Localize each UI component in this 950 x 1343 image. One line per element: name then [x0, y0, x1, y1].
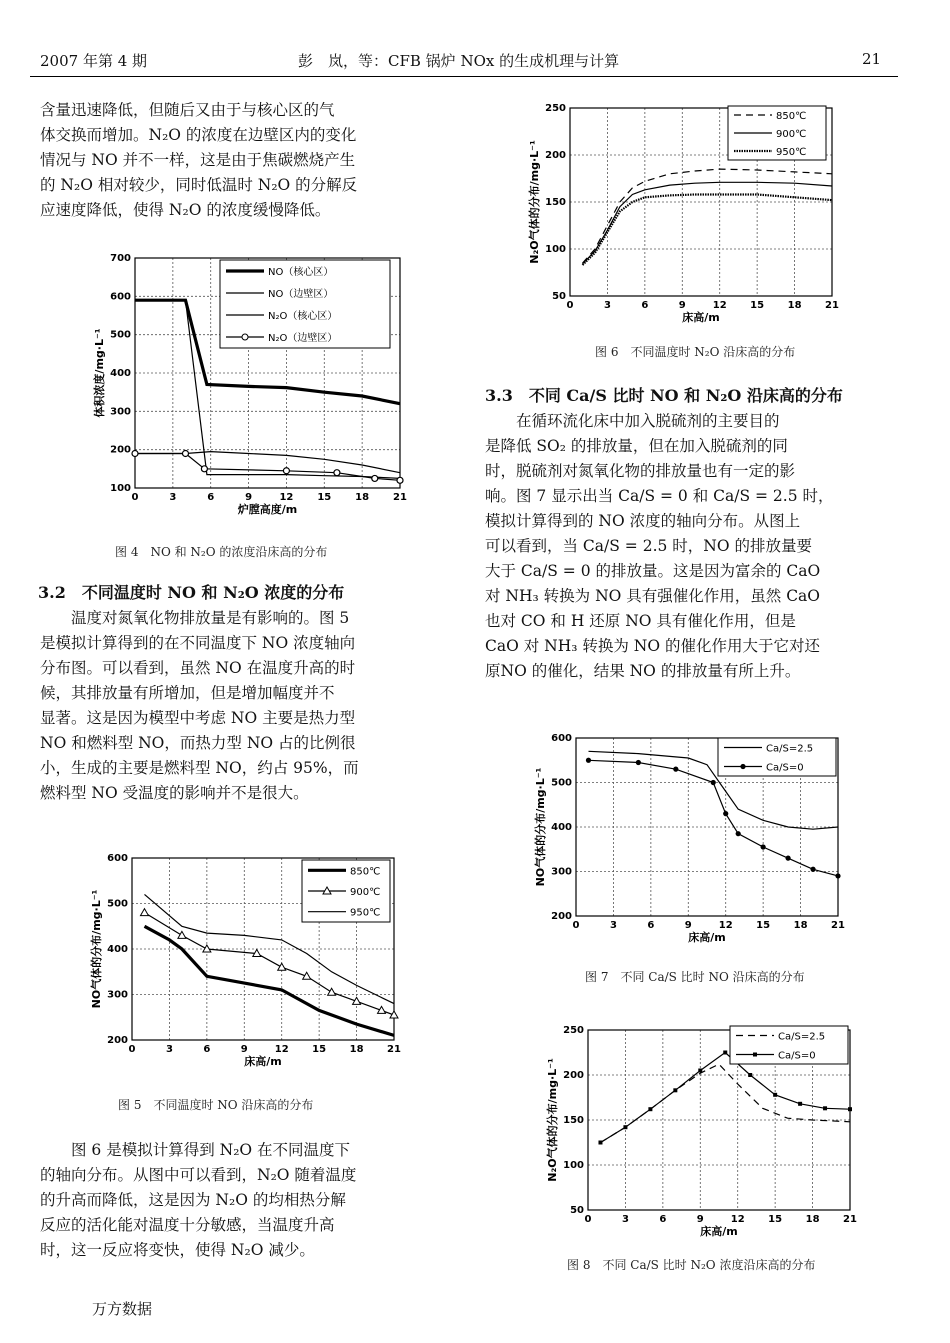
series-point	[182, 451, 188, 457]
y-tick-label: 250	[545, 103, 566, 114]
y-tick-label: 150	[545, 197, 566, 208]
series-point	[835, 873, 840, 878]
text-line: 是模拟计算得到的在不同温度下 NO 浓度轴向	[40, 634, 356, 652]
y-tick-label: 100	[110, 483, 131, 494]
x-tick-label: 15	[317, 492, 332, 503]
y-tick-label: 50	[552, 291, 566, 302]
text-line: 时，这一反应将变快，使得 N₂O 减少。	[40, 1241, 315, 1259]
legend-label: NO（核心区）	[268, 267, 334, 278]
x-tick-label: 9	[245, 492, 253, 503]
series-1	[598, 1051, 852, 1145]
text-line: 原NO 的催化，结果 NO 的排放量有所上升。	[485, 662, 801, 680]
series-1	[583, 182, 833, 264]
x-tick-label: 12	[712, 300, 727, 311]
y-tick-label: 400	[110, 368, 131, 379]
series-point	[328, 988, 336, 995]
text-line: 模拟计算得到的 NO 浓度的轴向分布。从图上	[485, 512, 801, 530]
text-line: NO 和燃料型 NO，而热力型 NO 占的比例很	[40, 734, 356, 752]
series-point	[673, 1088, 677, 1092]
x-tick-label: 9	[696, 1214, 704, 1225]
text-line: 的升高而降低，这是因为 N₂O 的均相热分解	[40, 1191, 346, 1209]
series-point	[848, 1107, 852, 1111]
x-tick-label: 0	[131, 492, 139, 503]
legend-1-legend-marker	[740, 764, 745, 769]
x-tick-label: 15	[768, 1214, 783, 1225]
x-tick-label: 15	[312, 1044, 327, 1055]
y-tick-label: 150	[563, 1115, 584, 1126]
text-line: 候，其排放量有所增加，但是增加幅度并不	[40, 684, 335, 702]
legend-label: 850℃	[776, 111, 807, 122]
fig5-chart	[80, 850, 420, 1080]
series-point	[723, 1051, 727, 1055]
y-tick-label: 600	[107, 853, 128, 864]
x-tick-label: 3	[609, 920, 617, 931]
fig4-caption: 图 4 NO 和 N₂O 的浓度沿床高的分布	[115, 545, 328, 559]
x-tick-label: 3	[621, 1214, 629, 1225]
x-tick-label: 21	[825, 300, 839, 311]
legend-label: 950℃	[350, 907, 381, 919]
legend-label: Ca/S=0	[778, 1050, 816, 1062]
series-point	[278, 963, 286, 970]
series-point	[785, 856, 790, 861]
text-line: 的轴向分布。从图中可以看到，N₂O 随着温度	[40, 1166, 357, 1184]
x-tick-label: 6	[641, 300, 649, 311]
legend-label: Ca/S=2.5	[766, 743, 814, 755]
fig8-chart	[520, 1022, 860, 1244]
series-line	[135, 452, 400, 473]
x-tick-label: 0	[584, 1214, 592, 1225]
x-tick-label: 18	[349, 1044, 364, 1055]
legend-label: N₂O（边壁区）	[268, 333, 338, 344]
series-point	[372, 475, 378, 481]
section-3-3-heading: 3.3 不同 Ca/S 比时 NO 和 N₂O 沿床高的分布	[485, 386, 843, 405]
fig7-caption: 图 7 不同 Ca/S 比时 NO 沿床高的分布	[585, 970, 805, 984]
legend-3-legend-marker	[242, 334, 248, 340]
x-tick-label: 6	[659, 1214, 667, 1225]
fig5-caption: 图 5 不同温度时 NO 沿床高的分布	[118, 1098, 314, 1112]
text-line: 情况与 NO 并不一样，这是由于焦碳燃烧产生	[40, 151, 356, 169]
legend-1-legend-marker	[753, 1053, 757, 1057]
fig6-chart	[520, 100, 850, 330]
series-point	[711, 780, 716, 785]
issue-label: 2007 年第 4 期	[40, 52, 148, 70]
x-axis-label: 床高/m	[700, 1225, 738, 1238]
y-tick-label: 500	[110, 329, 131, 341]
y-tick-label: 100	[545, 244, 566, 255]
series-point	[203, 945, 211, 952]
fig7-chart	[520, 730, 850, 952]
x-tick-label: 12	[279, 492, 294, 503]
page-number: 21	[862, 50, 882, 68]
running-title: 彭 岚，等：CFB 锅炉 NOx 的生成机理与计算	[298, 52, 620, 70]
x-tick-label: 0	[572, 920, 580, 931]
y-tick-label: 200	[545, 150, 566, 161]
x-axis-label: 炉膛高度/m	[237, 503, 298, 516]
y-tick-label: 200	[110, 444, 131, 456]
series-point	[598, 1141, 602, 1145]
x-tick-label: 18	[805, 1214, 820, 1225]
y-tick-label: 600	[551, 733, 572, 744]
series-point	[823, 1106, 827, 1110]
text-line: 是降低 SO₂ 的排放量，但在加入脱硫剂的同	[485, 437, 788, 455]
series-point	[773, 1093, 777, 1097]
y-tick-label: 100	[563, 1160, 584, 1171]
y-tick-label: 400	[107, 944, 128, 955]
text-line: 反应的活化能对温度十分敏感，当温度升高	[40, 1216, 335, 1234]
y-tick-label: 200	[551, 911, 572, 922]
series-point	[761, 844, 766, 849]
text-line: 小，生成的主要是燃料型 NO，约占 95%，而	[40, 759, 359, 777]
y-axis-label: NO气体的分布/mg·L⁻¹	[90, 889, 103, 1009]
x-tick-label: 0	[128, 1044, 136, 1055]
y-tick-label: 700	[110, 253, 131, 264]
legend-label: N₂O（核心区）	[268, 311, 338, 322]
text-line: 燃料型 NO 受温度的影响并不是很大。	[40, 784, 309, 802]
series-point	[397, 477, 403, 483]
series-point	[623, 1125, 627, 1129]
y-tick-label: 500	[107, 898, 128, 910]
x-tick-label: 0	[566, 300, 574, 311]
text-line: 分布图。可以看到，虽然 NO 在温度升高的时	[40, 659, 356, 677]
x-tick-label: 12	[718, 920, 733, 931]
series-point	[178, 931, 186, 938]
x-tick-label: 15	[756, 920, 771, 931]
y-tick-label: 300	[107, 989, 128, 1001]
x-axis-label: 床高/m	[244, 1055, 282, 1068]
y-tick-label: 300	[110, 406, 131, 418]
series-point	[810, 867, 815, 872]
legend-label: 900℃	[350, 887, 381, 898]
x-tick-label: 21	[843, 1214, 857, 1225]
y-axis-label: N₂O气体的分布/mg·L⁻¹	[528, 140, 541, 264]
series-2	[135, 452, 400, 473]
x-tick-label: 9	[684, 920, 692, 931]
y-axis-label: 体积浓度/mg·L⁻¹	[93, 328, 106, 418]
y-axis-label: NO气体的分布/mg·L⁻¹	[534, 767, 547, 887]
text-line: 对 NH₃ 转换为 NO 具有强催化作用，虽然 CaO	[485, 587, 821, 605]
text-line: 时，脱硫剂对氮氧化物的排放量也有一定的影	[485, 462, 796, 480]
text-line: 温度对氮氧化物排放量是有影响的。图 5	[40, 609, 350, 627]
x-tick-label: 21	[387, 1044, 401, 1055]
fig8-caption: 图 8 不同 Ca/S 比时 N₂O 浓度沿床高的分布	[567, 1258, 816, 1272]
header-rule	[30, 76, 898, 77]
left-paragraph-2	[40, 606, 445, 806]
right-paragraph-1	[485, 409, 897, 684]
series-point	[636, 760, 641, 765]
series-line	[135, 454, 400, 481]
x-tick-label: 15	[750, 300, 765, 311]
series-point	[798, 1102, 802, 1106]
fig4-chart	[80, 250, 420, 530]
series-point	[673, 767, 678, 772]
legend-label: 900℃	[776, 129, 807, 140]
series-point	[748, 1073, 752, 1077]
legend-label: Ca/S=0	[766, 762, 804, 774]
text-line: 的 N₂O 相对较少，同时低温时 N₂O 的分解反	[40, 176, 358, 194]
x-tick-label: 12	[274, 1044, 289, 1055]
x-tick-label: 21	[393, 492, 407, 503]
text-line: 含量迅速降低，但随后又由于与核心区的气	[40, 101, 335, 119]
left-paragraph-1	[40, 98, 445, 223]
legend-label: 850℃	[350, 866, 381, 878]
y-tick-label: 400	[551, 822, 572, 833]
x-axis-label: 床高/m	[682, 311, 720, 324]
x-tick-label: 12	[730, 1214, 745, 1225]
text-line: 可以看到，当 Ca/S = 2.5 时，NO 的排放量要	[485, 537, 812, 555]
y-tick-label: 300	[551, 866, 572, 878]
x-tick-label: 6	[203, 1044, 211, 1055]
text-line: 体交换而增加。N₂O 的浓度在边壁区内的变化	[40, 126, 357, 144]
x-tick-label: 6	[207, 492, 215, 503]
series-1	[140, 909, 398, 1018]
series-line	[583, 182, 833, 264]
y-tick-label: 500	[551, 777, 572, 789]
y-tick-label: 250	[563, 1025, 584, 1036]
series-point	[132, 451, 138, 457]
x-tick-label: 3	[165, 1044, 173, 1055]
legend-label: NO（边壁区）	[268, 289, 334, 300]
x-tick-label: 9	[240, 1044, 248, 1055]
footer-watermark: 万方数据	[92, 1300, 153, 1318]
series-point	[201, 466, 207, 472]
text-line: 大于 Ca/S = 0 的排放量。这是因为富余的 CaO	[485, 562, 821, 580]
legend-label: Ca/S=2.5	[778, 1031, 826, 1043]
series-point	[648, 1107, 652, 1111]
section-3-2-heading: 3.2 不同温度时 NO 和 N₂O 浓度的分布	[38, 583, 345, 602]
series-point	[283, 468, 289, 474]
y-axis-label: N₂O气体的分布/mg·L⁻¹	[546, 1058, 559, 1182]
y-tick-label: 600	[110, 291, 131, 303]
x-tick-label: 18	[355, 492, 370, 503]
text-line: 显著。这是因为模型中考虑 NO 主要是热力型	[40, 709, 356, 727]
text-line: 在循环流化床中加入脱硫剂的主要目的	[485, 412, 780, 430]
text-line: 响。图 7 显示出当 Ca/S = 0 和 Ca/S = 2.5 时，	[485, 487, 834, 505]
series-point	[140, 909, 148, 916]
x-tick-label: 18	[787, 300, 802, 311]
x-tick-label: 18	[793, 920, 808, 931]
x-tick-label: 9	[678, 300, 686, 311]
series-point	[698, 1069, 702, 1073]
series-point	[334, 470, 340, 476]
series-point	[723, 811, 728, 816]
text-line: 也对 CO 和 H 还原 NO 具有催化作用，但是	[485, 612, 796, 630]
series-point	[736, 831, 741, 836]
text-line: 应速度降低，使得 N₂O 的浓度缓慢降低。	[40, 201, 331, 219]
text-line: CaO 对 NH₃ 转换为 NO 的催化作用大于它对还	[485, 637, 821, 655]
x-tick-label: 6	[647, 920, 655, 931]
y-tick-label: 50	[570, 1205, 584, 1216]
x-axis-label: 床高/m	[688, 931, 726, 944]
x-tick-label: 21	[831, 920, 845, 931]
left-paragraph-3	[40, 1138, 445, 1263]
text-line: 图 6 是模拟计算得到 N₂O 在不同温度下	[40, 1141, 351, 1159]
fig6-caption: 图 6 不同温度时 N₂O 沿床高的分布	[595, 345, 796, 359]
y-tick-label: 200	[563, 1070, 584, 1081]
legend-label: 950℃	[776, 147, 807, 158]
x-tick-label: 3	[603, 300, 611, 311]
y-tick-label: 200	[107, 1035, 128, 1046]
series-point	[586, 758, 591, 763]
x-tick-label: 3	[169, 492, 177, 503]
